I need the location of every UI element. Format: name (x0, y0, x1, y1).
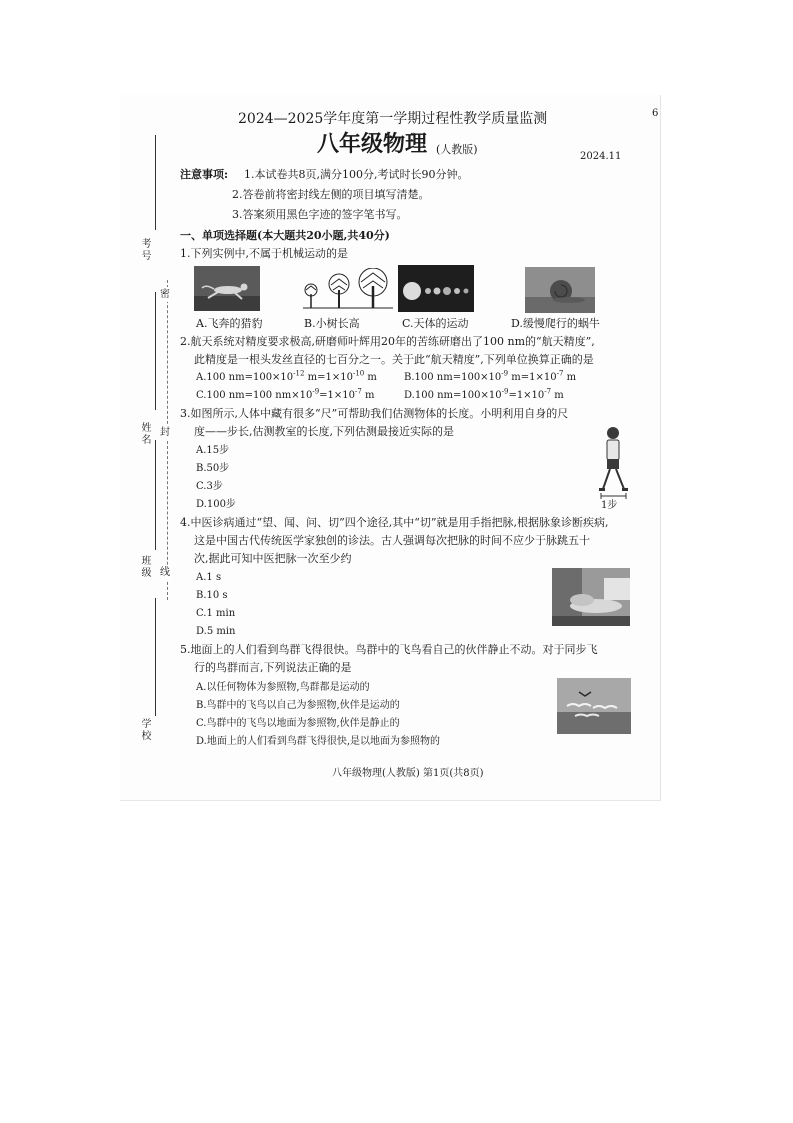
main-title: 八年级物理 (317, 131, 428, 157)
cheetah-image (194, 266, 260, 315)
q1-option-d: D.缓慢爬行的蜗牛 (511, 317, 600, 330)
seal-mark-2: 封 (160, 427, 170, 438)
q2-line-2: 此精度是一根头发丝直径的七百分之一。关于此“航天精度”,下列单位换算正确的是 (194, 353, 594, 366)
q5-option-d: D.地面上的人们看到鸟群飞得很快,是以地面为参照物的 (196, 736, 441, 747)
class-label: 班级 (139, 555, 150, 579)
planets-image (398, 265, 474, 316)
notes-label: 注意事项: (180, 168, 229, 181)
seal-dashed-line (167, 280, 168, 600)
q4-option-c: C.1 min (196, 608, 236, 619)
edition-label: (人教版) (436, 143, 478, 156)
snail-image (525, 267, 595, 317)
name-line (155, 292, 156, 410)
q4-option-b: B.10 s (196, 590, 228, 601)
q4-line-1: 4.中医诊病通过“望、闻、问、切”四个途径,其中“切”就是用手指把脉,根据脉象诊断疾病, (180, 516, 609, 529)
note-1: 1.本试卷共8页,满分100分,考试时长90分钟。 (244, 168, 469, 181)
walking-boy-figure (596, 425, 630, 503)
q3-option-d: D.100步 (196, 499, 236, 510)
q3-option-b: B.50步 (196, 463, 230, 474)
q4-option-d: D.5 min (196, 626, 236, 637)
exam-no-line (155, 135, 156, 230)
pulse-diagnosis-image (552, 568, 630, 630)
q1-option-a: A.飞奔的猎豹 (196, 317, 263, 330)
top-title: 2024—2025学年度第一学期过程性教学质量监测 (238, 111, 548, 127)
q5-line-2: 行的鸟群而言,下列说法正确的是 (194, 661, 352, 674)
q1-option-c: C.天体的运动 (402, 317, 469, 330)
q5-option-b: B.鸟群中的飞鸟以自己为参照物,伙伴是运动的 (196, 700, 400, 711)
q2-option-a: A.100 $nm=100\times 10^{-12}$ $m=1\times 10^{-10}$ m (196, 369, 377, 383)
corner-mark: 6 (652, 108, 659, 119)
q4-line-2: 这是中国古代传统医学家独创的诊法。古人强调每次把脉的时间不应少于脉跳五十 (194, 534, 590, 547)
q4-option-a: A.1 s (196, 572, 222, 583)
trees-image (303, 268, 393, 314)
figure-caption-step: 1步 (601, 500, 618, 511)
seal-mark-3: 线 (160, 567, 170, 578)
q3-line-2: 度——步长,估测教室的长度,下列估测最接近实际的是 (194, 425, 454, 438)
exam-date: 2024.11 (580, 151, 622, 162)
exam-no-label: 考号 (139, 238, 150, 262)
section-title: 一、单项选择题(本大题共20小题,共40分) (180, 229, 390, 242)
q3-line-1: 3.如图所示,人体中藏有很多“尺”可帮助我们估测物体的长度。小明利用自身的尺 (180, 407, 569, 420)
seal-mark-1: 密 (160, 289, 170, 300)
note-3: 3.答案须用黑色字迹的签字笔书写。 (232, 208, 408, 221)
q5-option-c: C.鸟群中的飞鸟以地面为参照物,伙伴是静止的 (196, 718, 400, 729)
q3-option-a: A.15步 (196, 445, 230, 456)
birds-flying-image (557, 678, 631, 738)
q3-option-c: C.3步 (196, 481, 223, 492)
q5-line-1: 5.地面上的人们看到鸟群飞得很快。鸟群中的飞鸟看自己的伙伴静止不动。对于同步飞 (180, 643, 598, 656)
q2-option-c: C.100 nm=100 $nm\times 10^{-9}=1\times 10^{-7}$ m (196, 387, 375, 401)
q2-option-b: B.100 $nm=100\times 10^{-9}$ $m=1\times 10^{-7}$ m (404, 369, 577, 383)
q2-option-d: D.100 $nm=100\times 10^{-9}=1\times 10^{-7}$ m (404, 387, 564, 401)
q4-line-3: 次,据此可知中医把脉一次至少约 (194, 552, 352, 565)
class-line (155, 440, 156, 550)
q5-option-a: A.以任何物体为参照物,鸟群都是运动的 (196, 682, 370, 693)
school-label: 学校 (139, 718, 150, 742)
q1-option-b: B.小树长高 (304, 317, 360, 330)
note-2: 2.答卷前将密封线左侧的项目填写清楚。 (232, 188, 430, 201)
school-line (155, 598, 156, 716)
name-label: 姓名 (139, 422, 150, 446)
q1-stem: 1.下列实例中,不属于机械运动的是 (180, 247, 348, 260)
q2-line-1: 2.航天系统对精度要求极高,研磨师叶辉用20年的苦练研磨出了100 nm的“航天精度”, (180, 335, 595, 348)
page-footer: 八年级物理(人教版) 第1页(共8页) (332, 768, 484, 779)
